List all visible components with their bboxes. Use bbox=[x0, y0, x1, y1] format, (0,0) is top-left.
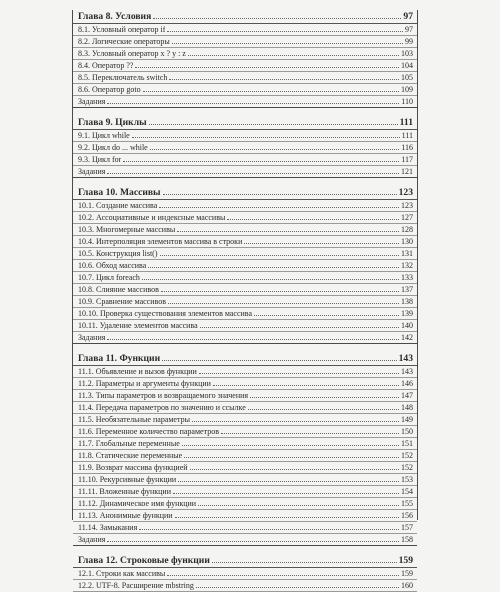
entry-page-number: 109 bbox=[401, 85, 413, 94]
dot-leader bbox=[132, 137, 400, 138]
entry-page-number: 158 bbox=[401, 535, 413, 544]
toc-entry[interactable] bbox=[73, 438, 417, 450]
dot-leader bbox=[162, 360, 396, 361]
toc-entry[interactable] bbox=[73, 200, 417, 212]
table-of-contents bbox=[72, 10, 418, 590]
entry-page-number: 143 bbox=[401, 367, 413, 376]
entry-title: 9.1. Цикл while bbox=[78, 131, 130, 140]
dot-leader bbox=[163, 194, 397, 195]
dot-leader bbox=[200, 327, 399, 328]
dot-leader bbox=[107, 541, 399, 542]
dot-leader bbox=[142, 279, 399, 280]
dot-leader bbox=[160, 255, 400, 256]
entry-title: 10.2. Ассоциативные и индексные массивы bbox=[78, 213, 226, 222]
chapter-heading[interactable] bbox=[73, 10, 417, 24]
toc-entry[interactable] bbox=[73, 224, 417, 236]
entry-page-number: 142 bbox=[401, 333, 413, 342]
toc-entry[interactable] bbox=[73, 320, 417, 332]
entry-title: 11.10. Рекурсивные функции bbox=[78, 475, 177, 484]
entry-title: Задания bbox=[78, 535, 106, 544]
toc-entry[interactable] bbox=[73, 308, 417, 320]
toc-entry[interactable] bbox=[73, 426, 417, 438]
chapter-title: Глава 9. Циклы bbox=[78, 117, 147, 128]
chapter-section bbox=[73, 116, 417, 178]
entry-title: 11.2. Параметры и аргументы функции bbox=[78, 379, 211, 388]
entry-title: 12.2. UTF-8. Расширение mbstring bbox=[78, 581, 194, 590]
entry-title: 11.4. Передача параметров по значению и ссылке bbox=[78, 403, 246, 412]
entry-page-number: 151 bbox=[401, 439, 413, 448]
toc-entry[interactable] bbox=[73, 378, 417, 390]
entry-page-number: 159 bbox=[401, 569, 413, 578]
entry-title: 8.6. Оператор goto bbox=[78, 85, 141, 94]
dot-leader bbox=[184, 457, 399, 458]
chapter-title: Глава 12. Строковые функции bbox=[78, 555, 210, 566]
dot-leader bbox=[192, 421, 399, 422]
chapter-page-number: 143 bbox=[398, 353, 413, 364]
dot-leader bbox=[139, 529, 399, 530]
entry-title: 10.9. Сравнение массивов bbox=[78, 297, 167, 306]
dot-leader bbox=[196, 587, 399, 588]
toc-entry[interactable] bbox=[73, 60, 417, 72]
entry-page-number: 104 bbox=[401, 61, 413, 70]
chapter-title: Глава 11. Функции bbox=[78, 353, 161, 364]
entry-title: 10.11. Удаление элементов массива bbox=[78, 321, 198, 330]
toc-entry[interactable] bbox=[73, 260, 417, 272]
entry-title: 11.3. Типы параметров и возвращаемого значения bbox=[78, 391, 249, 400]
entry-page-number: 128 bbox=[401, 225, 413, 234]
toc-entry[interactable] bbox=[73, 72, 417, 84]
entry-title: 10.6. Обход массива bbox=[78, 261, 147, 270]
chapter-gap bbox=[73, 344, 417, 352]
chapter-heading[interactable] bbox=[73, 116, 417, 130]
entry-title: 11.11. Вложенные функции bbox=[78, 487, 171, 496]
entry-page-number: 155 bbox=[401, 499, 413, 508]
entry-page-number: 137 bbox=[401, 285, 413, 294]
dot-leader bbox=[159, 207, 399, 208]
toc-entry[interactable] bbox=[73, 24, 417, 36]
entry-title: 9.2. Цикл do ... while bbox=[78, 143, 148, 152]
entry-title: 11.1. Объявление и вызов функции bbox=[78, 367, 197, 376]
entry-page-number: 132 bbox=[401, 261, 413, 270]
entry-page-number: 150 bbox=[401, 427, 413, 436]
entry-title: Задания bbox=[78, 167, 106, 176]
entry-title: 8.5. Переключатель switch bbox=[78, 73, 168, 82]
entry-page-number: 148 bbox=[401, 403, 413, 412]
toc-entry[interactable] bbox=[73, 284, 417, 296]
toc-entry[interactable] bbox=[73, 450, 417, 462]
toc-entry[interactable] bbox=[73, 154, 417, 166]
dot-leader bbox=[177, 231, 399, 232]
toc-entry[interactable] bbox=[73, 248, 417, 260]
entry-title: 10.10. Проверка существования элементов массива bbox=[78, 309, 253, 318]
entry-title: 12.1. Строки как массивы bbox=[78, 569, 166, 578]
dot-leader bbox=[161, 291, 399, 292]
chapter-section bbox=[73, 186, 417, 344]
dot-leader bbox=[153, 18, 401, 19]
chapter-heading[interactable] bbox=[73, 352, 417, 366]
toc-entry[interactable] bbox=[73, 580, 417, 592]
dot-leader bbox=[227, 219, 399, 220]
dot-leader bbox=[167, 575, 399, 576]
entry-title: 11.5. Необязательные параметры bbox=[78, 415, 190, 424]
entry-title: 8.2. Логические операторы bbox=[78, 37, 170, 46]
entry-title: 11.14. Замыкания bbox=[78, 523, 138, 532]
dot-leader bbox=[167, 31, 403, 32]
entry-page-number: 152 bbox=[401, 463, 413, 472]
entry-page-number: 123 bbox=[401, 201, 413, 210]
dot-leader bbox=[244, 243, 399, 244]
entry-page-number: 121 bbox=[401, 167, 413, 176]
toc-entry[interactable] bbox=[73, 296, 417, 308]
entry-page-number: 133 bbox=[401, 273, 413, 282]
entry-page-number: 103 bbox=[401, 49, 413, 58]
chapter-section bbox=[73, 554, 417, 592]
dot-leader bbox=[107, 339, 399, 340]
dot-leader bbox=[107, 173, 399, 174]
chapter-heading[interactable] bbox=[73, 554, 417, 568]
toc-entry[interactable] bbox=[73, 212, 417, 224]
dot-leader bbox=[123, 161, 399, 162]
entry-page-number: 117 bbox=[401, 155, 413, 164]
dot-leader bbox=[143, 91, 399, 92]
toc-entry[interactable] bbox=[73, 166, 417, 178]
dot-leader bbox=[168, 303, 399, 304]
dot-leader bbox=[199, 373, 399, 374]
dot-leader bbox=[172, 43, 403, 44]
entry-title: 10.8. Слияние массивов bbox=[78, 285, 159, 294]
entry-page-number: 110 bbox=[401, 97, 413, 106]
entry-page-number: 138 bbox=[401, 297, 413, 306]
chapter-page-number: 159 bbox=[398, 555, 413, 566]
entry-page-number: 152 bbox=[401, 451, 413, 460]
dot-leader bbox=[221, 433, 399, 434]
chapter-page-number: 97 bbox=[403, 11, 413, 22]
toc-entry[interactable] bbox=[73, 414, 417, 426]
entry-title: 11.8. Статические переменные bbox=[78, 451, 183, 460]
entry-title: 8.3. Условный оператор x ? y : z bbox=[78, 49, 186, 58]
entry-title: 11.7. Глобальные переменные bbox=[78, 439, 180, 448]
dot-leader bbox=[182, 445, 399, 446]
entry-page-number: 156 bbox=[401, 511, 413, 520]
dot-leader bbox=[150, 149, 400, 150]
toc-entry[interactable] bbox=[73, 36, 417, 48]
dot-leader bbox=[254, 315, 399, 316]
entry-page-number: 146 bbox=[401, 379, 413, 388]
entry-page-number: 97 bbox=[405, 25, 413, 34]
entry-title: Задания bbox=[78, 333, 106, 342]
chapter-gap bbox=[73, 546, 417, 554]
entry-page-number: 130 bbox=[401, 237, 413, 246]
toc-entry[interactable] bbox=[73, 390, 417, 402]
entry-page-number: 160 bbox=[401, 581, 413, 590]
chapter-section bbox=[73, 10, 417, 108]
entry-page-number: 139 bbox=[401, 309, 413, 318]
dot-leader bbox=[212, 562, 397, 563]
toc-entry[interactable] bbox=[73, 510, 417, 522]
dot-leader bbox=[148, 267, 399, 268]
entry-page-number: 147 bbox=[401, 391, 413, 400]
chapter-page-number: 123 bbox=[398, 187, 413, 198]
chapter-title: Глава 8. Условия bbox=[78, 11, 152, 22]
toc-entry[interactable] bbox=[73, 568, 417, 580]
chapter-page-number: 111 bbox=[399, 117, 413, 128]
dot-leader bbox=[188, 55, 399, 56]
chapter-section bbox=[73, 352, 417, 546]
dot-leader bbox=[173, 493, 399, 494]
entry-page-number: 149 bbox=[401, 415, 413, 424]
dot-leader bbox=[169, 79, 399, 80]
chapter-heading[interactable] bbox=[73, 186, 417, 200]
entry-title: 8.4. Оператор ?? bbox=[78, 61, 134, 70]
dot-leader bbox=[175, 517, 399, 518]
entry-title: 11.9. Возврат массива функцией bbox=[78, 463, 188, 472]
entry-page-number: 157 bbox=[401, 523, 413, 532]
toc-entry[interactable] bbox=[73, 96, 417, 108]
toc-entry[interactable] bbox=[73, 84, 417, 96]
toc-entry[interactable] bbox=[73, 272, 417, 284]
dot-leader bbox=[178, 481, 399, 482]
entry-title: 11.6. Переменное количество параметров bbox=[78, 427, 219, 436]
entry-page-number: 153 bbox=[401, 475, 413, 484]
toc-entry[interactable] bbox=[73, 474, 417, 486]
dot-leader bbox=[250, 397, 399, 398]
dot-leader bbox=[198, 505, 399, 506]
entry-page-number: 116 bbox=[401, 143, 413, 152]
entry-title: 9.3. Цикл for bbox=[78, 155, 122, 164]
toc-entry[interactable] bbox=[73, 48, 417, 60]
dot-leader bbox=[190, 469, 399, 470]
toc-entry[interactable] bbox=[73, 236, 417, 248]
toc-entry[interactable] bbox=[73, 142, 417, 154]
entry-page-number: 111 bbox=[401, 131, 413, 140]
toc-entry[interactable] bbox=[73, 332, 417, 344]
entry-page-number: 140 bbox=[401, 321, 413, 330]
dot-leader bbox=[135, 67, 399, 68]
toc-entry[interactable] bbox=[73, 534, 417, 546]
toc-entry[interactable] bbox=[73, 522, 417, 534]
entry-page-number: 99 bbox=[405, 37, 413, 46]
chapter-gap bbox=[73, 108, 417, 116]
toc-entry[interactable] bbox=[73, 366, 417, 378]
toc-entry[interactable] bbox=[73, 130, 417, 142]
chapter-title: Глава 10. Массивы bbox=[78, 187, 161, 198]
toc-entry[interactable] bbox=[73, 462, 417, 474]
entry-title: 11.12. Динамическое имя функции bbox=[78, 499, 197, 508]
dot-leader bbox=[213, 385, 399, 386]
entry-title: 10.5. Конструкция list() bbox=[78, 249, 158, 258]
entry-title: 10.7. Цикл foreach bbox=[78, 273, 140, 282]
dot-leader bbox=[107, 103, 399, 104]
entry-title: 10.1. Создание массива bbox=[78, 201, 158, 210]
dot-leader bbox=[149, 124, 398, 125]
entry-title: Задания bbox=[78, 97, 106, 106]
entry-title: 8.1. Условный оператор if bbox=[78, 25, 166, 34]
entry-title: 11.13. Анонимные функции bbox=[78, 511, 173, 520]
entry-page-number: 154 bbox=[401, 487, 413, 496]
entry-title: 10.4. Интерполяция элементов массива в строки bbox=[78, 237, 243, 246]
entry-page-number: 105 bbox=[401, 73, 413, 82]
entry-page-number: 131 bbox=[401, 249, 413, 258]
entry-page-number: 127 bbox=[401, 213, 413, 222]
dot-leader bbox=[248, 409, 399, 410]
entry-title: 10.3. Многомерные массивы bbox=[78, 225, 176, 234]
toc-entry[interactable] bbox=[73, 402, 417, 414]
toc-entry[interactable] bbox=[73, 486, 417, 498]
chapter-gap bbox=[73, 178, 417, 186]
